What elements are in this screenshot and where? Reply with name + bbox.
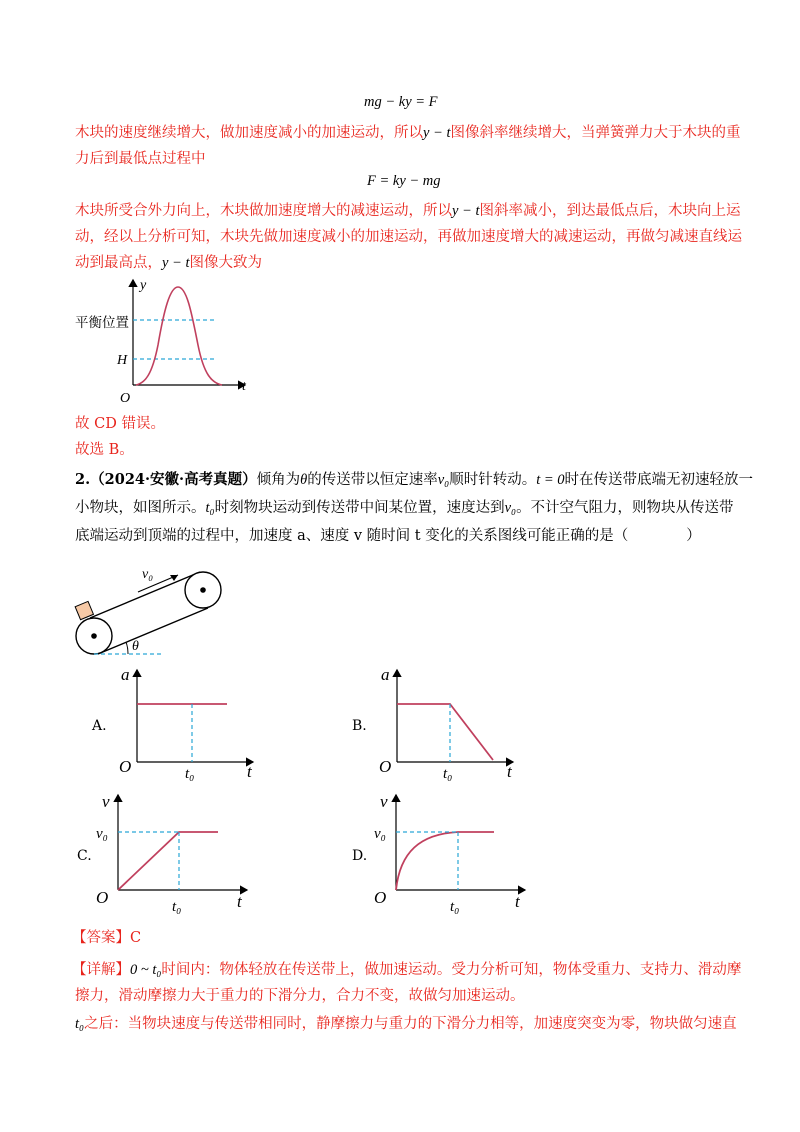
svg-text:O: O [119, 757, 132, 776]
equation-2: F = ky − mg [367, 173, 441, 189]
y-t-graph [70, 275, 260, 410]
svg-text:O: O [379, 757, 392, 776]
svg-text:a: a [381, 665, 390, 684]
y-axis-label: y [140, 278, 147, 293]
svg-text:t₀: t₀ [443, 766, 453, 782]
option-a-graph [115, 662, 265, 782]
conclusion-2: 故选 B。 [75, 442, 134, 458]
paragraph-2-line-2: 动，经以上分析可知，木块先做加速度减小的加速运动，再做加速度增大的减速运动，再做匀减速直线运 [75, 229, 742, 245]
paragraph-1-line-2: 力后到最低点过程中 [75, 151, 206, 167]
y-t-curve [136, 287, 222, 385]
svg-text:t₀: t₀ [185, 766, 195, 782]
t-axis-label: t [242, 379, 246, 394]
option-c-label: C. [77, 848, 92, 864]
paragraph-2-line-3: 动到最高点，y − t图像大致为 [75, 255, 262, 271]
svg-text:t: t [247, 762, 252, 781]
svg-text:O: O [374, 888, 387, 907]
svg-text:v₀: v₀ [96, 826, 108, 842]
theta-label: θ [132, 639, 139, 654]
paragraph-1-line-1: 木块的速度继续增大，做加速度减小的加速运动，所以y − t图像斜率继续增大，当弹簧弹力大于木块的重 [75, 125, 741, 141]
question-2-line-1: 2.（2024·安徽·高考真题）倾角为θ的传送带以恒定速率v₀顺时针转动。t = 0时在传送带底端无初速轻放一 [75, 471, 754, 488]
svg-text:t: t [237, 892, 242, 911]
svg-text:a: a [121, 665, 130, 684]
detail-line-1: 【详解】0 ~ t₀时间内：物体轻放在传送带上，做加速运动。受力分析可知，物体受重力、支持力、滑动摩 [72, 962, 742, 978]
svg-text:v₀: v₀ [374, 826, 386, 842]
paragraph-2-line-1: 木块所受合外力向上，木块做加速度增大的减速运动，所以y − t图斜率减小，到达最低点后，木块向上运 [75, 203, 741, 219]
svg-text:v: v [102, 792, 110, 811]
svg-text:O: O [96, 888, 109, 907]
detail-line-2: 擦力，滑动摩擦力大于重力的下滑分力，合力不变，故做匀加速运动。 [75, 988, 525, 1004]
angle-arc [126, 642, 128, 654]
option-a-label: A. [92, 718, 107, 734]
belt-bottom [98, 608, 208, 654]
question-2-line-3: 底端运动到顶端的过程中，加速度 a、速度 v 随时间 t 变化的关系图线可能正确的是（ ） [75, 528, 701, 544]
option-c-curve [118, 832, 218, 890]
svg-text:t₀: t₀ [172, 899, 182, 915]
svg-text:t: t [515, 892, 520, 911]
answer: 【答案】C [72, 930, 142, 946]
belt-v0-label: v₀ [142, 567, 154, 582]
svg-text:t: t [507, 762, 512, 781]
option-d-curve [396, 832, 494, 890]
conveyor-belt-diagram [70, 558, 240, 663]
balance-position-label: 平衡位置 [75, 315, 129, 331]
option-b-graph [375, 662, 525, 782]
equation-1: mg − ky = F [364, 94, 438, 110]
origin-label: O [120, 391, 131, 406]
h-label: H [117, 353, 128, 368]
question-2-line-2: 小物块，如图所示。t₀时刻物块运动到传送带中间某位置，速度达到v₀。不计空气阻力，则物块从传送带 [75, 500, 734, 516]
option-b-curve [397, 704, 493, 760]
option-b-label: B. [352, 718, 367, 734]
svg-text:t₀: t₀ [450, 899, 460, 915]
conclusion-1: 故 CD 错误。 [75, 416, 165, 432]
option-c-graph [92, 787, 257, 917]
detail-line-3: t₀之后：当物块速度与传送带相同时，静摩擦力与重力的下滑分力相等，加速度突变为零，物块做匀速直 [75, 1016, 737, 1032]
option-d-label: D. [352, 848, 368, 864]
option-d-graph [370, 787, 535, 917]
svg-text:v: v [380, 792, 388, 811]
